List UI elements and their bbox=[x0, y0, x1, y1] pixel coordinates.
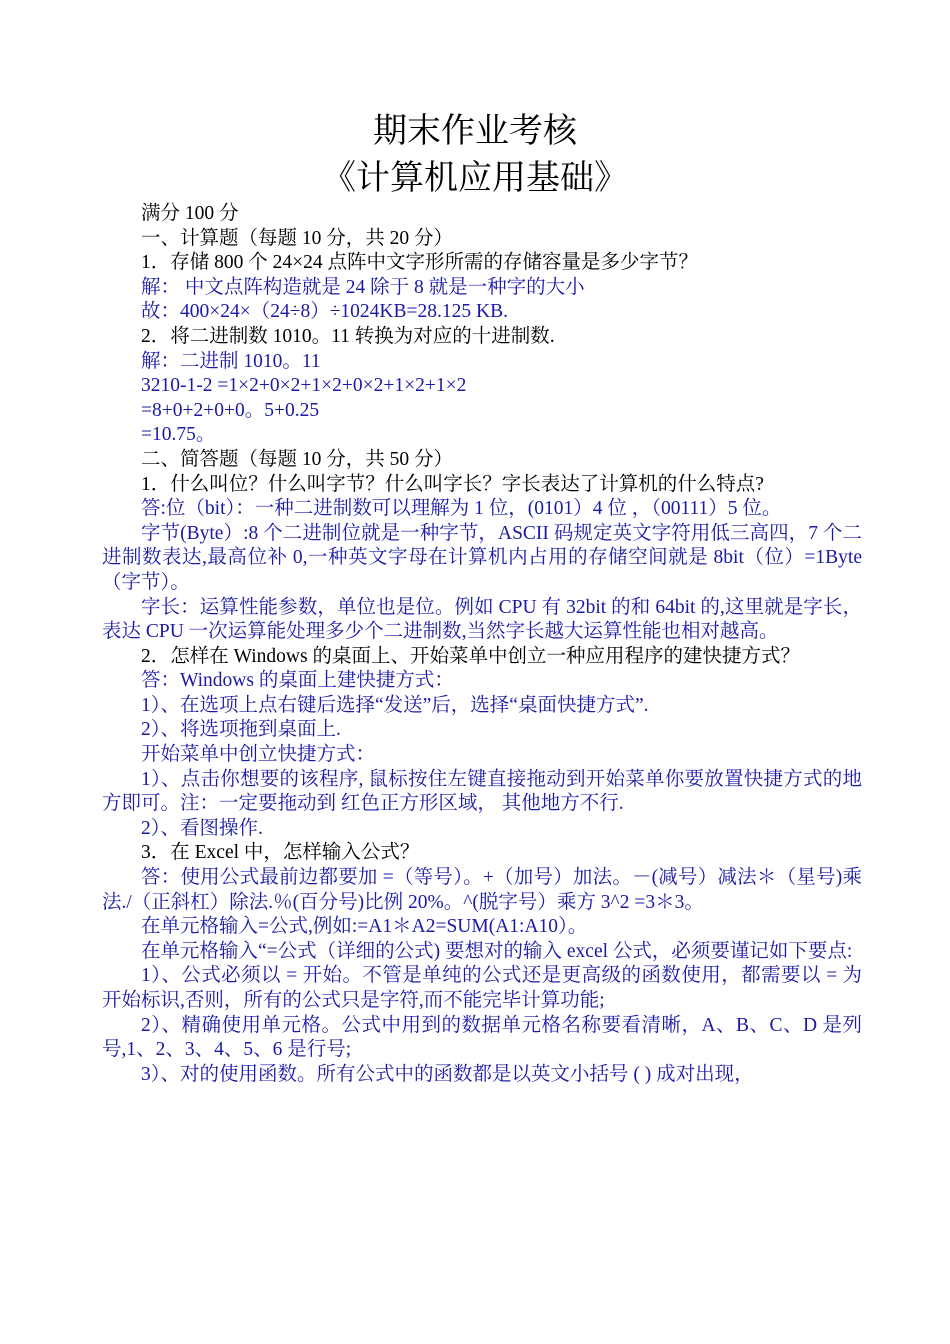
paragraph: 3．在 Excel 中，怎样输入公式？ bbox=[141, 842, 420, 864]
paragraph: 故：400×24×（24÷8）÷1024KB=28.125 KB. bbox=[141, 301, 508, 323]
paragraph: 答：使用公式最前边都要加 =（等号）。+（加号）加法。－(减号）减法＊（星号)乘法./（正斜杠）除法.％(百分号)比例 20%。^(脱字号）乘方 3^2 =3＊3。 bbox=[102, 867, 862, 913]
paragraph: 3）、对的使用函数。所有公式中的函数都是以英文小括号 ( ) 成对出现， bbox=[141, 1063, 754, 1085]
paragraph: 字长：运算性能参数，单位也是位。例如 CPU 有 32bit 的和 64bit 的,这里就是字长，表达 CPU 一次运算能处理多少个二进制数,当然字长越大运算性能也相对越高。 bbox=[102, 596, 862, 643]
document-subtitle: 《计算机应用基础》 bbox=[322, 158, 628, 198]
paragraph: 字节(Byte）:8 个二进制位就是一种字节，ASCII 码规定英文字符用低三高四，7 个二进制数表达,最高位补 0,一种英文字母在计算机内占用的存储空间就是 8bit（位）=1Byte（字节）。 bbox=[102, 522, 862, 593]
paragraph: 2）、精确使用单元格。公式中用到的数据单元格名称要看清晰，A、B、C、D 是列号,1、2、3、4、5、6 是行号; bbox=[102, 1014, 862, 1061]
paragraph: 答:位（bit）：一种二进制数可以理解为 1 位，(0101）4 位 ，（00111）5 位。 bbox=[141, 498, 782, 520]
paragraph: 解：二进制 1010。11 bbox=[141, 350, 321, 372]
paragraph: 3210-1-2 =1×2+0×2+1×2+0×2+1×2+1×2 bbox=[141, 375, 467, 397]
paragraph: 满分 100 分 bbox=[141, 203, 239, 224]
paragraph: 2）、看图操作. bbox=[141, 817, 263, 839]
document-body bbox=[102, 202, 862, 1087]
paragraph: 2）、将选项拖到桌面上. bbox=[141, 719, 341, 741]
paragraph: 答：Windows 的桌面上建快捷方式： bbox=[141, 670, 454, 692]
paragraph: 1．什么叫位？什么叫字节？什么叫字长？字长表达了计算机的什么特点? bbox=[141, 473, 764, 495]
paragraph: 1）、在选项上点右键后选择“发送”后，选择“桌面快捷方式”. bbox=[141, 694, 649, 716]
paragraph: 解： 中文点阵构造就是 24 除于 8 就是一种字的大小 bbox=[141, 276, 585, 298]
paragraph: 开始菜单中创立快捷方式： bbox=[141, 744, 376, 766]
paragraph: 在单元格输入“=公式（详细的公式) 要想对的输入 excel 公式，必须要谨记如下要点: bbox=[141, 940, 853, 962]
paragraph: 在单元格输入=公式,例如:=A1＊A2=SUM(A1:A10）。 bbox=[141, 916, 588, 938]
paragraph: 1）、点击你想要的该程序, 鼠标按住左键直接拖动到开始菜单你要放置快捷方式的地方即可。注：一定要拖动到 红色正方形区域， 其他地方不行. bbox=[102, 768, 862, 815]
paragraph: =10.75。 bbox=[141, 424, 216, 446]
paragraph: 一、计算题（每题 10 分，共 20 分） bbox=[141, 227, 454, 249]
paragraph: 1．存储 800 个 24×24 点阵中文字形所需的存储容量是多少字节？ bbox=[141, 252, 698, 274]
paragraph: 二、简答题（每题 10 分，共 50 分） bbox=[141, 448, 454, 470]
document-title: 期末作业考核 bbox=[373, 111, 577, 151]
paragraph: =8+0+2+0+0。5+0.25 bbox=[141, 399, 320, 421]
paragraph: 1）、公式必须以 = 开始。不管是单纯的公式还是更高级的函数使用，都需要以 = 为开始标识,否则，所有的公式只是字符,而不能完毕计算功能; bbox=[102, 965, 862, 1011]
paragraph: 2．怎样在 Windows 的桌面上、开始菜单中创立一种应用程序的建快捷方式？ bbox=[141, 645, 800, 667]
paragraph: 2．将二进制数 1010。11 转换为对应的十进制数. bbox=[141, 325, 555, 347]
